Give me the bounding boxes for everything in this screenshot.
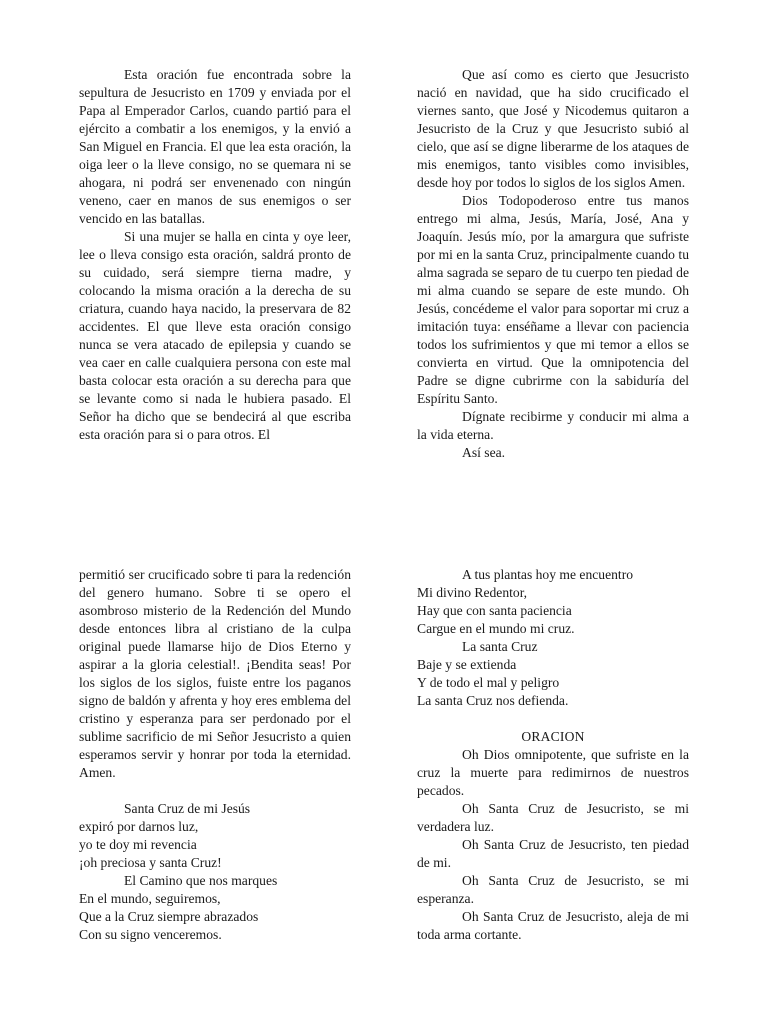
verse-el-camino xyxy=(79,872,351,944)
verse-line: A tus plantas hoy me encuentro xyxy=(462,567,634,582)
paragraph-permitio: permitió ser crucificado sobre ti para la redención del genero humano. Sobre ti se opero el asombroso misterio de la Redención del Mundo desde entonces libra al cristiano de la culpa original puede llamarse hijo de Dios Eterno y aspirar a la gloria celestial!. ¡Bendita seas! Por los siglos de los siglos, fuiste entre los paganos signo de baldón y afrenta y hoy eres emblema del cristino y esperanza para ser perdonado por el sublime sacrificio de mi Señor Jesucristo a quien esperamos servir y honrar por toda la eternidad. Amen. xyxy=(79,567,351,780)
oracion-heading: ORACION xyxy=(521,729,585,744)
verse-line: yo te doy mi revencia xyxy=(79,837,197,852)
paragraph-oracion: Oh Santa Cruz de Jesucristo, aleja de mi toda arma cortante. xyxy=(417,909,689,942)
verse-line: La santa Cruz nos defienda. xyxy=(417,693,569,708)
paragraph-oracion: Oh Santa Cruz de Jesucristo, ten piedad de mi. xyxy=(417,837,689,870)
bottom-left-column xyxy=(79,566,351,944)
paragraph-asi-sea: Así sea. xyxy=(462,445,506,460)
verse-line: Mi divino Redentor, xyxy=(417,585,528,600)
top-left-column xyxy=(79,66,351,444)
paragraph-oracion: Oh Santa Cruz de Jesucristo, se mi esperanza. xyxy=(417,873,689,906)
verse-line: Baje y se extienda xyxy=(417,657,517,672)
paragraph-origin: Esta oración fue encontrada sobre la sepultura de Jesucristo en 1709 y enviada por el Papa al Emperador Carlos, cuando partió para el ejército a combatir a los enemigos, y la envió a San Miguel en Francia. El que lea esta oración, la oiga leer o la lleve consigo, no se quemara ni se ahogara, ni podrá ser envenenado con ningún veneno, caer en manos de sus enemigos o ser vencido en las batallas. xyxy=(79,67,351,226)
bottom-right-column xyxy=(417,566,689,944)
paragraph-pregnant-woman: Si una mujer se halla en cinta y oye leer, lee o lleva consigo esta oración, saldrá pronto de su cuidado, será siempre tierna madre, y colocando la misma oración a la derecha de su criatura, cuando haya nacido, la preservara de 82 accidentes. El que lleve esta oración consigo nunca se vera atacado de epilepsia y cuando se vea caer en calle cualquiera persona con este mal basta colocar esta oración a su derecha para que se levante como si nada le hubiera pasado. El Señor ha dicho que se bendecirá al que escriba esta oración para si o para otros. El xyxy=(79,229,351,442)
paragraph-oracion: Oh Dios omnipotente, que sufriste en la cruz la muerte para redimirnos de nuestros pecados. xyxy=(417,747,689,798)
verse-line: Con su signo venceremos. xyxy=(79,927,222,942)
verse-line: Cargue en el mundo mi cruz. xyxy=(417,621,575,636)
verse-line: Santa Cruz de mi Jesús xyxy=(124,801,251,816)
verse-line: Hay que con santa paciencia xyxy=(417,603,572,618)
paragraph-oracion: Oh Santa Cruz de Jesucristo, se mi verdadera luz. xyxy=(417,801,689,834)
paragraph-dios-todopoderoso: Dios Todopoderoso entre tus manos entrego mi alma, Jesús, María, José, Ana y Joaquín. Jesús mío, por la amargura que sufriste por mi en la santa Cruz, principalmente cuando tu alma sagrada se separo de tu cuerpo ten piedad de mi alma cuando se separe de este mundo. Oh Jesús, concédeme el valor para soportar mi cruz a imitación tuya: enséñame a llevar con paciencia todos los sufrimientos y que mi temor a ellos se convierta en virtud. Que la omnipotencia del Padre se digne cubrirme con la sabiduría del Espíritu Santo. xyxy=(417,193,689,406)
verse-line: Y de todo el mal y peligro xyxy=(417,675,560,690)
top-right-column xyxy=(417,66,689,462)
paragraph-prayer-jesucristo: Que así como es cierto que Jesucristo nació en navidad, que ha sido crucificado el viernes santo, que José y Nicodemus quitaron a Jesucristo de la Cruz y que Jesucristo subió al cielo, que así se digne liberarme de los ataques de mis enemigos, tanto visibles como invisibles, desde hoy por todos lo siglos de los siglos Amen. xyxy=(417,67,689,190)
verse-line: El Camino que nos marques xyxy=(124,873,278,888)
verse-line: ¡oh preciosa y santa Cruz! xyxy=(79,855,222,870)
verse-la-santa-cruz xyxy=(417,638,689,710)
verse-line: Que a la Cruz siempre abrazados xyxy=(79,909,259,924)
verse-line: La santa Cruz xyxy=(462,639,538,654)
verse-santa-cruz xyxy=(79,800,351,872)
verse-line: expiró por darnos luz, xyxy=(79,819,199,834)
verse-a-tus-plantas xyxy=(417,566,689,638)
paragraph-dignate: Dígnate recibirme y conducir mi alma a la vida eterna. xyxy=(417,409,689,442)
verse-line: En el mundo, seguiremos, xyxy=(79,891,221,906)
